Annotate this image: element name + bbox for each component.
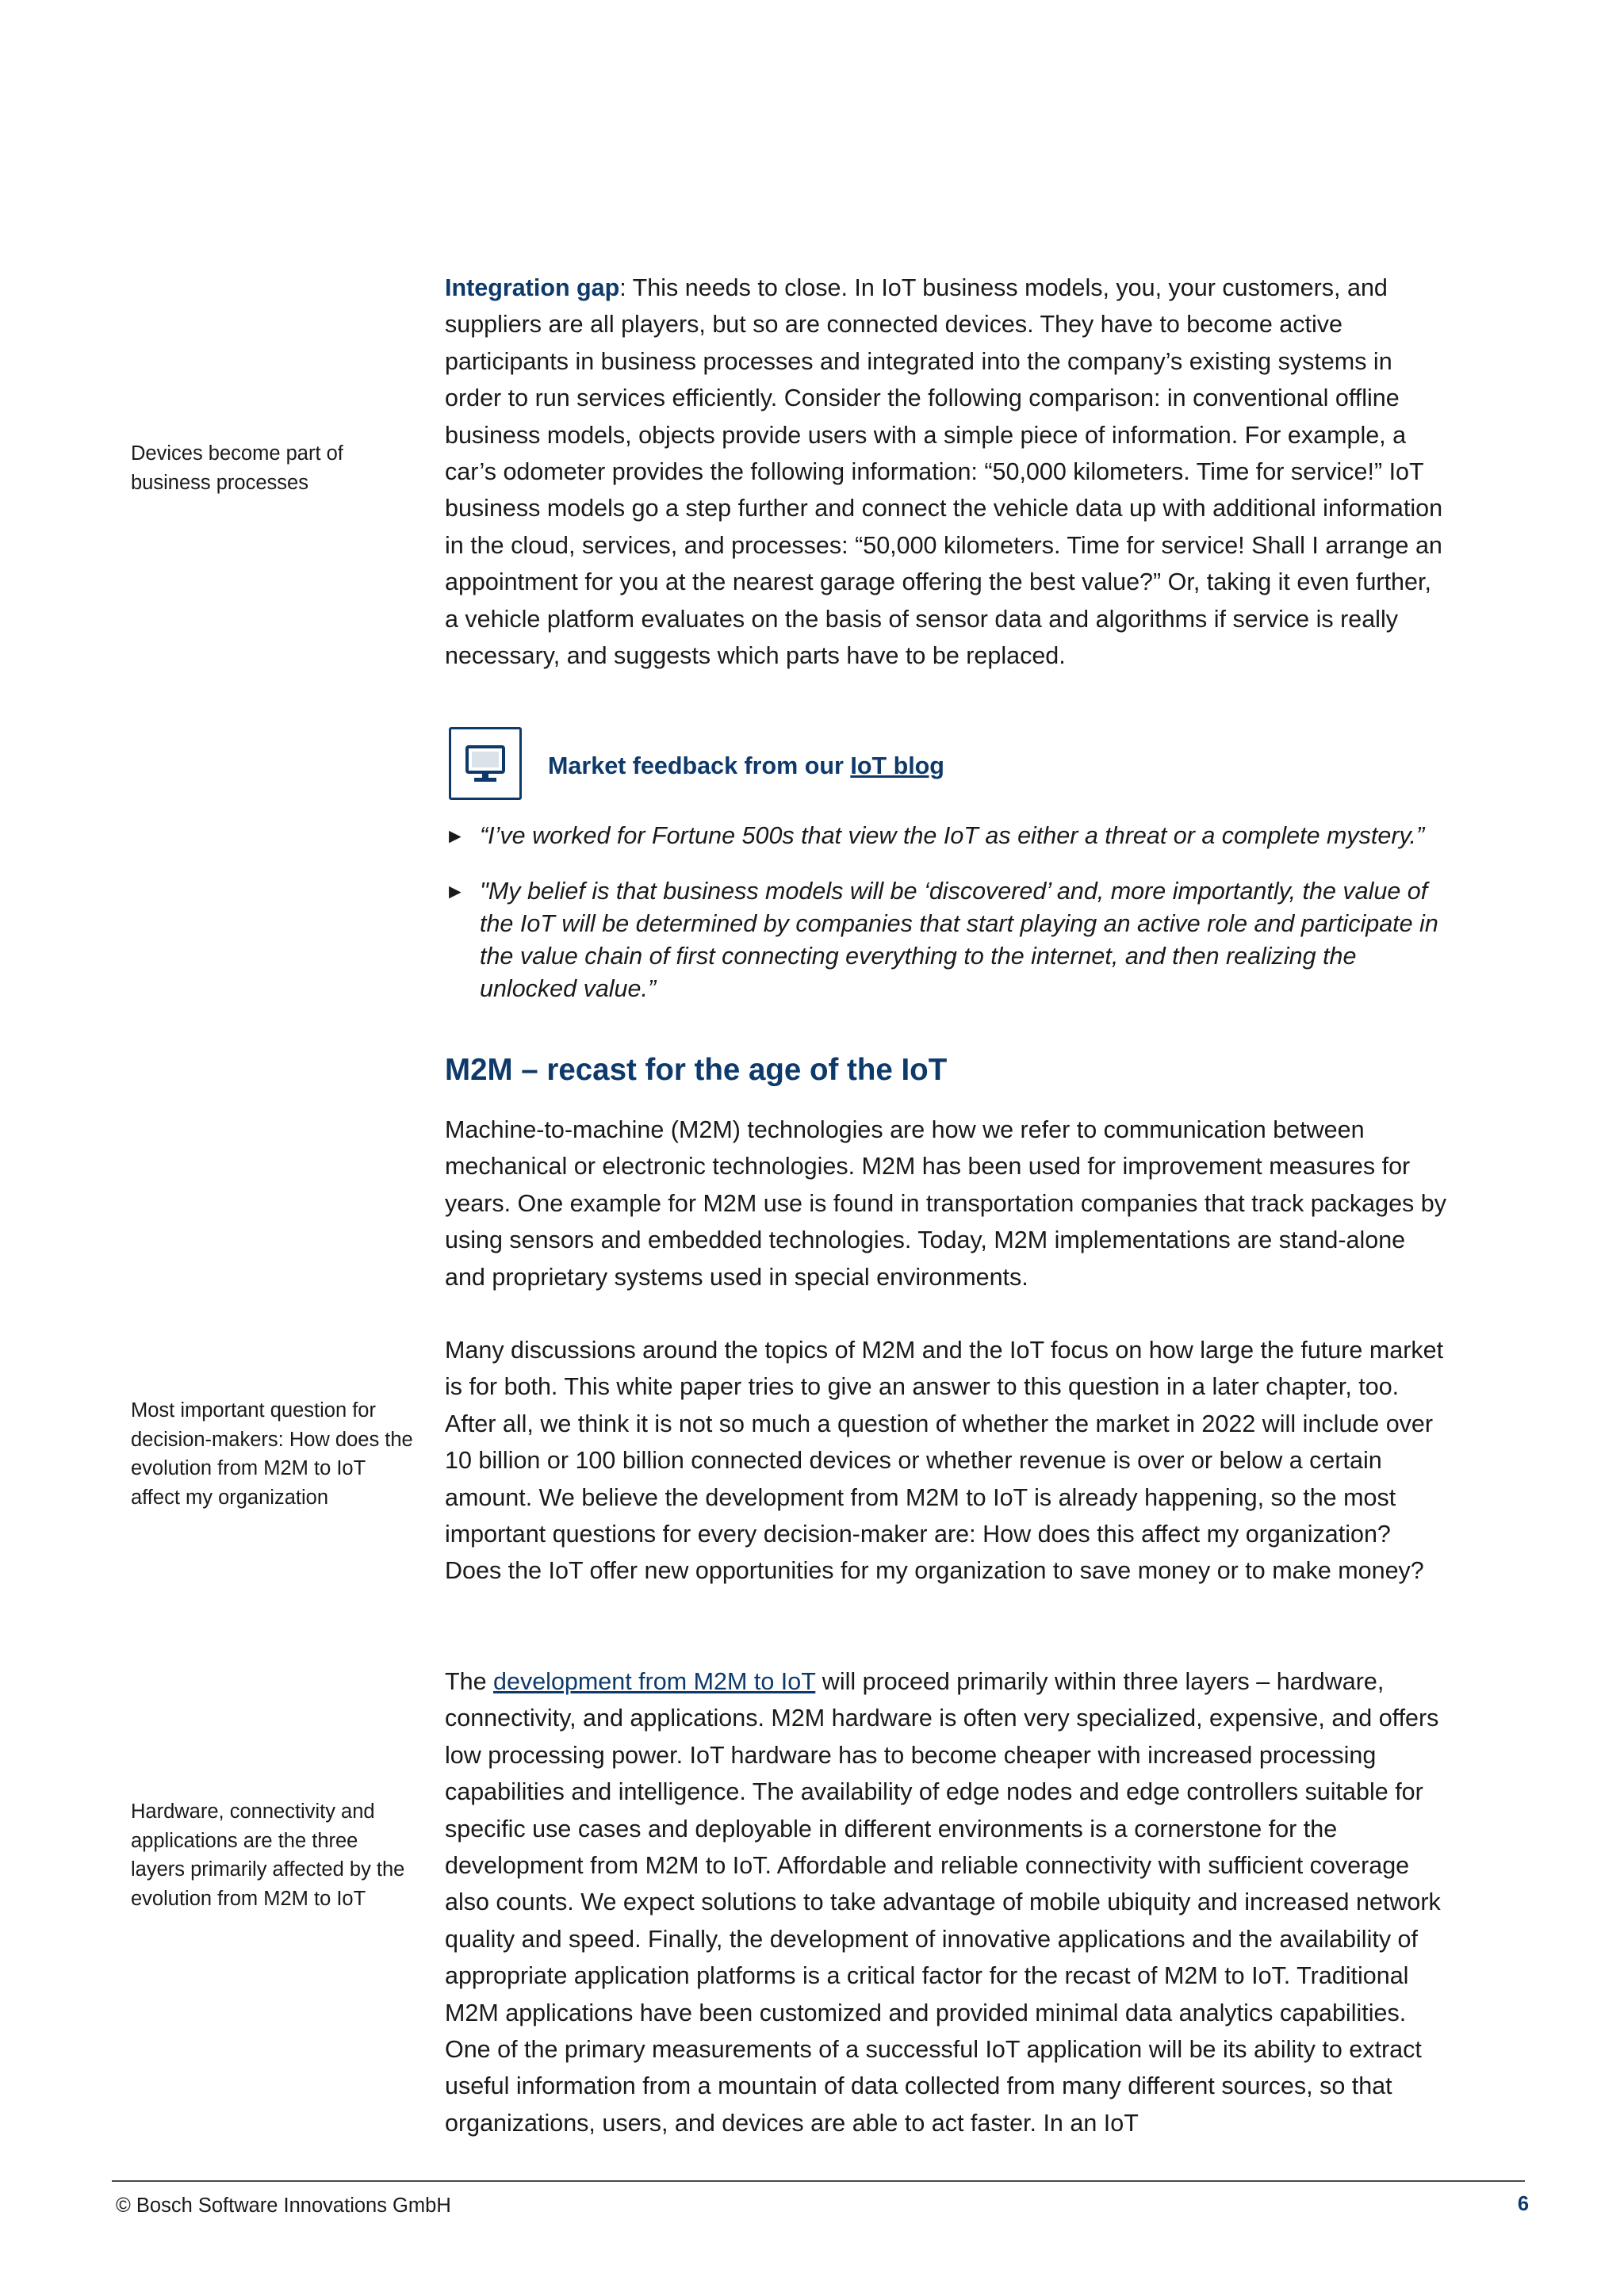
quote-item: [445, 820, 1452, 852]
integration-gap-paragraph: [445, 270, 1450, 674]
quote-text: "My belief is that business models will be ‘discovered’ and, more importantly, the value of the IoT will be determined by companies that start playing an active role and participate in the value chain of first connecting everything to the internet, and then realizing the unlocked value.”: [480, 878, 1438, 1002]
development-link[interactable]: development from M2M to IoT: [493, 1668, 816, 1695]
margin-note-devices: Devices become part of business processes: [131, 442, 343, 494]
m2m-paragraph-3: The development from M2M to IoT will proceed primarily within three layers – hardware, connectivity, and applications. M2M hardware is often very specialized, expensive, and offers low processing power. IoT hardware has to become cheaper with increased processing capabilities and intelligence. The availability of edge nodes and edge controllers suitable for specific use cases and deployable in different environments is a cornerstone for the development from M2M to IoT. Affordable and reliable connectivity with sufficient coverage also counts. We expect solutions to take advantage of mobile ubiquity and increased network quality and speed. Finally, the development of innovative applications and the availability of appropriate application platforms is a critical factor for the recast of M2M to IoT. Traditional M2M applications have been customized and provided minimal data analytics capabilities. One of the primary measurements of a successful IoT application will be its ability to extract useful information from a mountain of data collected from many different sources, so that organizations, users, and devices are able to act faster. In an IoT: [445, 1668, 1441, 2137]
integration-gap-body: : This needs to close. In IoT business models, you, your customers, and suppliers are all players, but so are connected devices. They have to become active participants in business processes and integrated into the company’s existing systems in order to run services efficiently. Consider the following comparison: in conventional offline business models, objects provide users with a simple piece of information. For example, a car’s odometer provides the following information: “50,000 kilometers. Time for service!” IoT business models go a step further and connect the vehicle data up with additional information in the cloud, services, and processes: “50,000 kilometers. Time for service! Shall I arrange an appointment for you at the nearest garage offering the best value?” Or, taking it even further, a vehicle platform evaluates on the basis of sensor data and algorithms if service is really necessary, and suggests which parts have to be replaced.: [445, 274, 1443, 670]
footer-divider: [112, 2180, 1525, 2182]
m2m-paragraph-2: Many discussions around the topics of M2M and the IoT focus on how large the future market is for both. This white paper tries to give an answer to this question in a later chapter, too. After all, we think it is not so much a question of whether the market in 2022 will include over 10 billion or 100 billion connected devices or whether revenue is over or below a certain amount. We believe the development from M2M to IoT is already happening, so the most important questions for every decision-maker are: How does this affect my organization? Does the IoT offer new opportunities for my organization to save money or to make money?: [445, 1337, 1444, 1585]
iot-blog-link[interactable]: IoT blog: [850, 752, 944, 779]
margin-note-three-layers: Hardware, connectivity and applications are the three layers primarily affected by the evolution from M2M to IoT: [131, 1800, 405, 1910]
integration-gap-lead: Integration gap: [445, 274, 620, 301]
margin-note-decision-makers: Most important question for decision-makers: How does the evolution from M2M to IoT affect my organization: [131, 1399, 413, 1509]
blog-feedback-header: [449, 727, 1440, 803]
monitor-icon: [449, 727, 522, 800]
quote-text: “I’ve worked for Fortune 500s that view the IoT as either a threat or a complete mystery.”: [480, 822, 1425, 849]
bullet-arrow-icon: ►: [445, 879, 465, 903]
section-heading: M2M – recast for the age of the IoT: [445, 1053, 948, 1087]
bullet-arrow-icon: ►: [445, 824, 465, 848]
blog-title: Market feedback from our IoT blog: [548, 752, 944, 779]
footer-copyright: © Bosch Software Innovations GmbH: [116, 2195, 451, 2217]
page-number: 6: [1517, 2193, 1529, 2215]
m2m-paragraph-1: Machine-to-machine (M2M) technologies are how we refer to communication between mechanical or electronic technologies. M2M has been used for improvement measures for years. One example for M2M use is found in transportation companies that track packages by using sensors and embedded technologies. Today, M2M implementations are stand-alone and proprietary systems used in special environments.: [445, 1116, 1446, 1291]
quote-item: [445, 875, 1452, 1005]
